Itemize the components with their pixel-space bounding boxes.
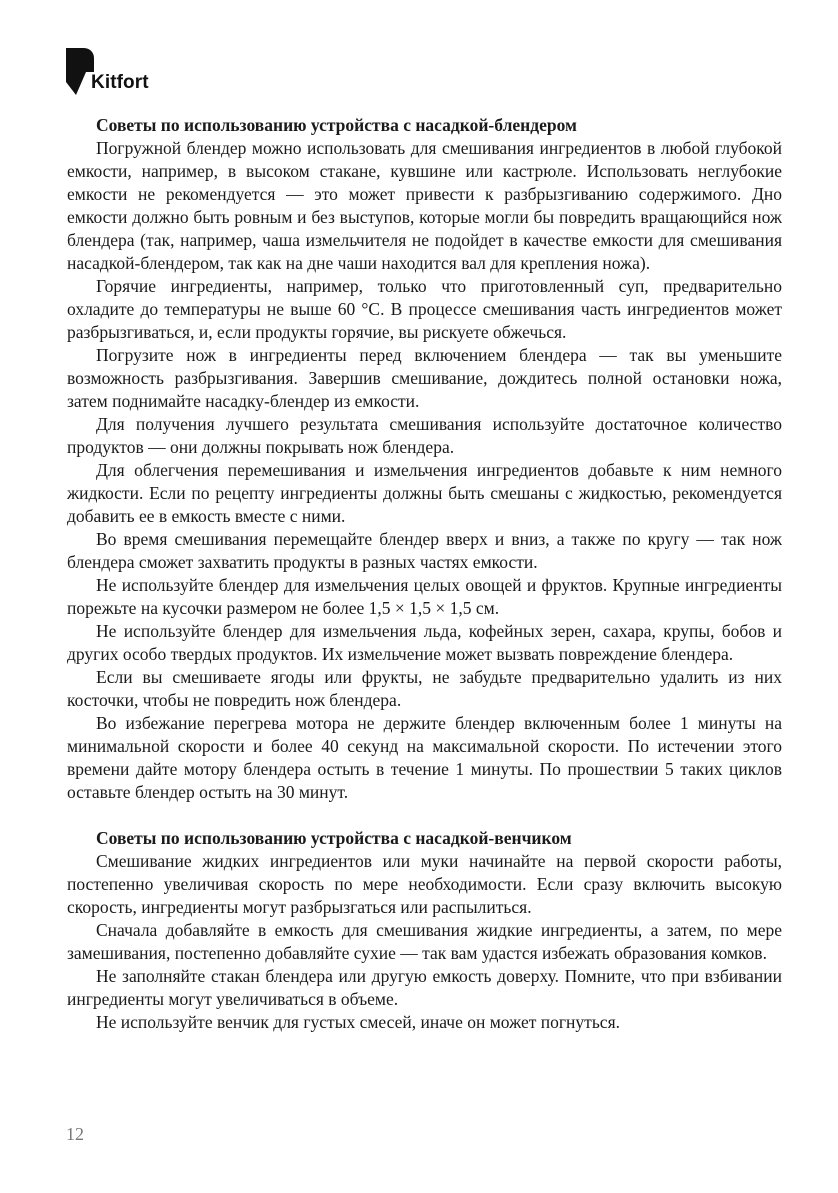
page-number: 12 [66, 1124, 84, 1144]
paragraph: Во избежание перегрева мотора не держите блендер включенным более 1 минуты на минимальной скорости и более 40 секунд на максимальной скорости. По истечении этого времени дайте мотору блендера остыть в течение 1 минуты. По прошествии 5 таких циклов оставьте блендер остыть на 30 минут. [67, 713, 782, 802]
paragraph: Погружной блендер можно использовать для смешивания ингредиентов в любой глубокой емкости, например, в высоком стакане, кувшине или кастрюле. Использовать неглубокие емкости не рекомендуется — это может привести к разбрызгиванию содержимого. Дно емкости должно быть ровным и без выступов, которые могли бы повредить вращающийся нож блендера (так, например, чаша измельчителя не подойдет в качестве емкости для смешивания насадкой-блендером, так как на дне чаши находится вал для крепления ножа). [67, 138, 782, 273]
whisk-tips-section [67, 827, 782, 1034]
document-body [67, 114, 782, 1034]
paragraph: Горячие ингредиенты, например, только что приготовленный суп, предварительно охладите до температуры не выше 60 °С. В процессе смешивания часть ингредиентов может разбрызгиваться, и, если продукты горячие, вы рискуете обжечься. [67, 276, 782, 342]
brand-logo [66, 48, 206, 108]
section-title: Советы по использованию устройства с насадкой-блендером [96, 115, 577, 135]
section-title: Советы по использованию устройства с насадкой-венчиком [96, 828, 572, 848]
paragraph: Погрузите нож в ингредиенты перед включением блендера — так вы уменьшите возможность разбрызгивания. Завершив смешивание, дождитесь полной остановки ножа, затем поднимайте насадку-блендер из емкости. [67, 345, 782, 411]
paragraph: Не используйте венчик для густых смесей, иначе он может погнуться. [96, 1012, 620, 1032]
paragraph: Не заполняйте стакан блендера или другую емкость доверху. Помните, что при взбивании ингредиенты могут увеличиваться в объеме. [67, 966, 782, 1009]
paragraph: Не используйте блендер для измельчения целых овощей и фруктов. Крупные ингредиенты порежьте на кусочки размером не более 1,5 × 1,5 × 1,5 см. [67, 575, 782, 618]
paragraph: Смешивание жидких ингредиентов или муки начинайте на первой скорости работы, постепенно увеличивая скорость по мере необходимости. Если сразу включить высокую скорость, ингредиенты могут разбрызгаться или распылиться. [67, 851, 782, 917]
brand-name: Kitfort [91, 72, 149, 93]
paragraph: Не используйте блендер для измельчения льда, кофейных зерен, сахара, крупы, бобов и других особо твердых продуктов. Их измельчение может вызвать повреждение блендера. [67, 621, 782, 664]
paragraph: Для облегчения перемешивания и измельчения ингредиентов добавьте к ним немного жидкости. Если по рецепту ингредиенты должны быть смешаны с жидкостью, рекомендуется добавить ее в емкость вместе с ними. [67, 460, 782, 526]
paragraph: Сначала добавляйте в емкость для смешивания жидкие ингредиенты, а затем, по мере замешивания, постепенно добавляйте сухие — так вам удастся избежать образования комков. [67, 920, 782, 963]
kitfort-logo-icon [66, 48, 94, 96]
paragraph: Для получения лучшего результата смешивания используйте достаточное количество продуктов — они должны покрывать нож блендера. [67, 414, 782, 457]
paragraph: Если вы смешиваете ягоды или фрукты, не забудьте предварительно удалить из них косточки, чтобы не повредить нож блендера. [67, 667, 782, 710]
paragraph: Во время смешивания перемещайте блендер вверх и вниз, а также по кругу — так нож блендера сможет захватить продукты в разных частях емкости. [67, 529, 782, 572]
blender-tips-section [67, 114, 782, 804]
